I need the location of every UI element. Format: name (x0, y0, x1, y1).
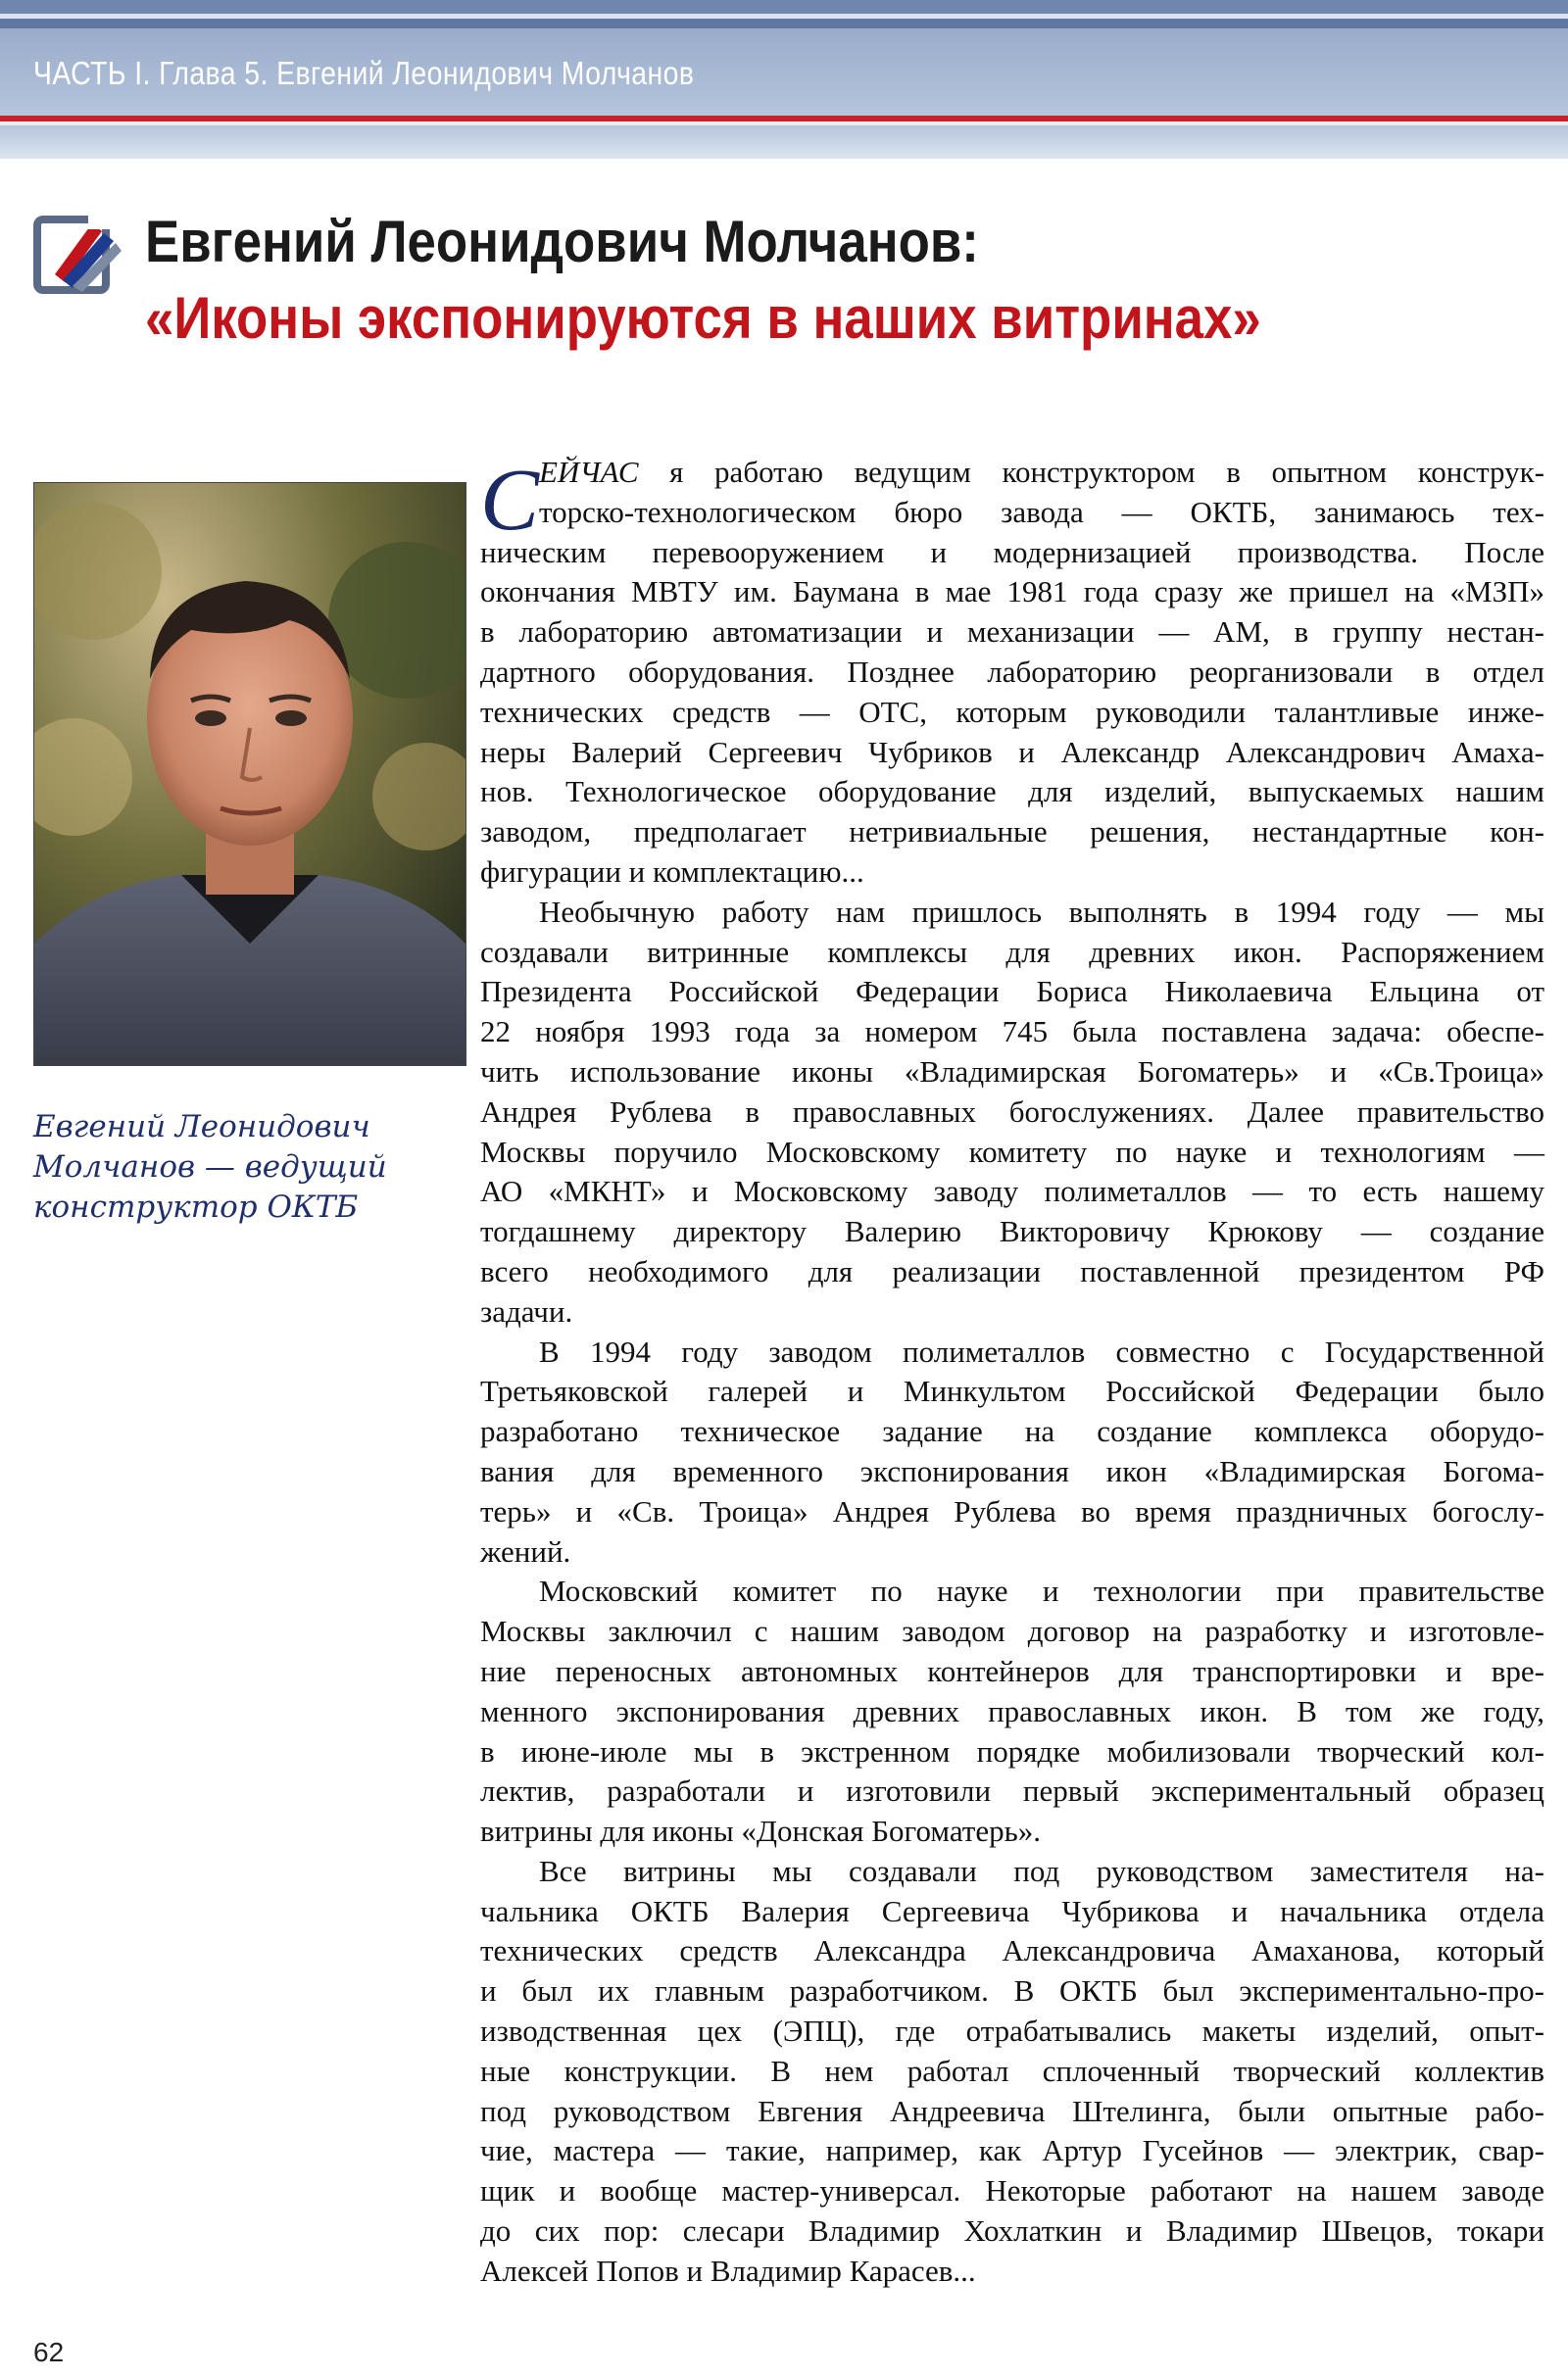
text-line: ние переносных автономных контейнеров для транспортировки и вре- (480, 1653, 1544, 1688)
text-line: торско-технологическом бюро завода — ОКТБ, занимаюсь тех- (539, 494, 1544, 529)
text-line: дартного оборудования. Позднее лабораторию реорганизовали в отдел (480, 654, 1544, 689)
text-line: Все витрины мы создавали под руководством заместителя на- (539, 1853, 1544, 1888)
text-line: чие, мастера — такие, например, как Артур Гусейнов — электрик, свар- (480, 2133, 1544, 2168)
running-header (0, 0, 1568, 159)
text-line: Президента Российской Федерации Бориса Николаевича Ельцина от (480, 974, 1544, 1009)
text-line: изводственная цех (ЭПЦ), где отрабатывались макеты изделий, опыт- (480, 2014, 1544, 2049)
text-line: в июне-июле мы в экстренном порядке мобилизовали творческий кол- (480, 1733, 1544, 1769)
text-line: всего необходимого для реализации поставленной президентом РФ (480, 1253, 1544, 1288)
drop-cap: С (480, 452, 540, 549)
text-line: чить использование иконы «Владимирская Богоматерь» и «Св.Троица» (480, 1053, 1544, 1089)
article-paragraphs (480, 453, 1544, 2292)
text-line: чальника ОКТБ Валерия Сергеевича Чубрикова и начальника отдела (480, 1893, 1544, 1928)
text-line: неры Валерий Сергеевич Чубриков и Александр Александрович Амаха- (480, 734, 1544, 769)
text-line: вания для временного экспонирования икон «Владимирская Богома- (480, 1453, 1544, 1488)
text-line: разработано техническое задание на создание комплекса оборудо- (480, 1414, 1544, 1449)
text-line: заводом, предполагает нетривиальные решения, нестандартные кон- (480, 814, 1544, 850)
text-line: АО «МКНТ» и Московскому заводу полиметаллов — то есть нашему (480, 1174, 1544, 1209)
text-line: щик и вообще мастер-универсал. Некоторые работают на нашем заводе (480, 2173, 1544, 2209)
text-line: ническим перевооружением и модернизацией производства. После (480, 534, 1544, 569)
lead-word: ЕЙЧАС (539, 455, 639, 489)
running-title: ЧАСТЬ I. Глава 5. Евгений Леонидович Молчанов (33, 55, 695, 91)
text-line: Алексей Попов и Владимир Карасев... (480, 2253, 976, 2288)
text-line: технических средств Александра Александровича Амаханова, который (480, 1933, 1544, 1968)
text-line: Москвы поручило Московскому комитету по науке и технологиям — (480, 1134, 1544, 1169)
caption-line: Молчанов — ведущий (33, 1149, 387, 1185)
text-line: Необычную работу нам пришлось выполнять в 1994 году — мы (539, 894, 1544, 929)
text-line: задачи. (480, 1293, 573, 1329)
caption-line: Евгений Леонидович (33, 1109, 370, 1144)
text-line: окончания МВТУ им. Баумана в мае 1981 года сразу же пришел на «МЗП» (480, 574, 1544, 609)
paragraph (480, 1852, 1544, 2292)
text-line: нов. Технологическое оборудование для изделий, выпускаемых нашим (480, 774, 1544, 809)
text-line (480, 453, 1544, 493)
caption-line: конструктор ОКТБ (33, 1190, 359, 1225)
article-title: Евгений Леонидович Молчанов: (145, 209, 979, 274)
text-line: создавали витринные комплексы для древних икон. Распоряжением (480, 934, 1544, 969)
text-line: ные конструкции. В нем работал сплоченный творческий коллектив (480, 2053, 1544, 2088)
text-line: терь» и «Св. Троица» Андрея Рублева во время праздничных богослу- (480, 1493, 1544, 1529)
text-line: в лабораторию автоматизации и механизации — АМ, в группу нестан- (480, 614, 1544, 650)
text-line: В 1994 году заводом полиметаллов совместно с Государственной (539, 1334, 1544, 1369)
text-line: лектив, разработали и изготовили первый экспериментальный образец (480, 1773, 1544, 1809)
page-number: 62 (33, 2337, 65, 2367)
text-line: фигурации и комплектацию... (480, 853, 864, 889)
portrait-photo (33, 482, 466, 1066)
text-line: Андрея Рублева в православных богослужениях. Далее правительство (480, 1093, 1544, 1129)
paragraph (480, 453, 1544, 893)
text-line: тогдашнему директору Валерию Викторовичу Крюкову — создание (480, 1214, 1544, 1249)
article-subtitle: «Иконы экспонируются в наших витринах» (145, 285, 1261, 351)
text-line: до сих пор: слесари Владимир Хохлаткин и Владимир Швецов, токари (480, 2213, 1544, 2249)
text-line: Московский комитет по науке и технологии при правительстве (539, 1574, 1544, 1609)
text-line-rest: я работаю ведущим конструктором в опытном конструк- (638, 455, 1544, 489)
text-line: витрины для иконы «Донская Богоматерь». (480, 1814, 1041, 1849)
text-line: жений. (480, 1533, 571, 1569)
photo-caption (33, 1107, 445, 1228)
article-body (480, 453, 1544, 2292)
text-line: Третьяковской галерей и Минкультом Российской Федерации было (480, 1374, 1544, 1409)
paragraph (480, 893, 1544, 1333)
text-line: Москвы заключил с нашим заводом договор на разработку и изготовле- (480, 1614, 1544, 1649)
text-line: под руководством Евгения Андреевича Штелинга, были опытные рабо- (480, 2093, 1544, 2128)
text-line: менного экспонирования древних православных икон. В том же году, (480, 1693, 1544, 1728)
paragraph (480, 1572, 1544, 1852)
text-line: технических средств — ОТС, которым руководили талантливые инже- (480, 694, 1544, 729)
text-line: 22 ноября 1993 года за номером 745 была поставлена задача: обеспе- (480, 1014, 1544, 1049)
text-line: и был их главным разработчиком. В ОКТБ был экспериментально-про- (480, 1973, 1544, 2009)
pen-logo-icon (33, 206, 123, 296)
paragraph (480, 1333, 1544, 1573)
